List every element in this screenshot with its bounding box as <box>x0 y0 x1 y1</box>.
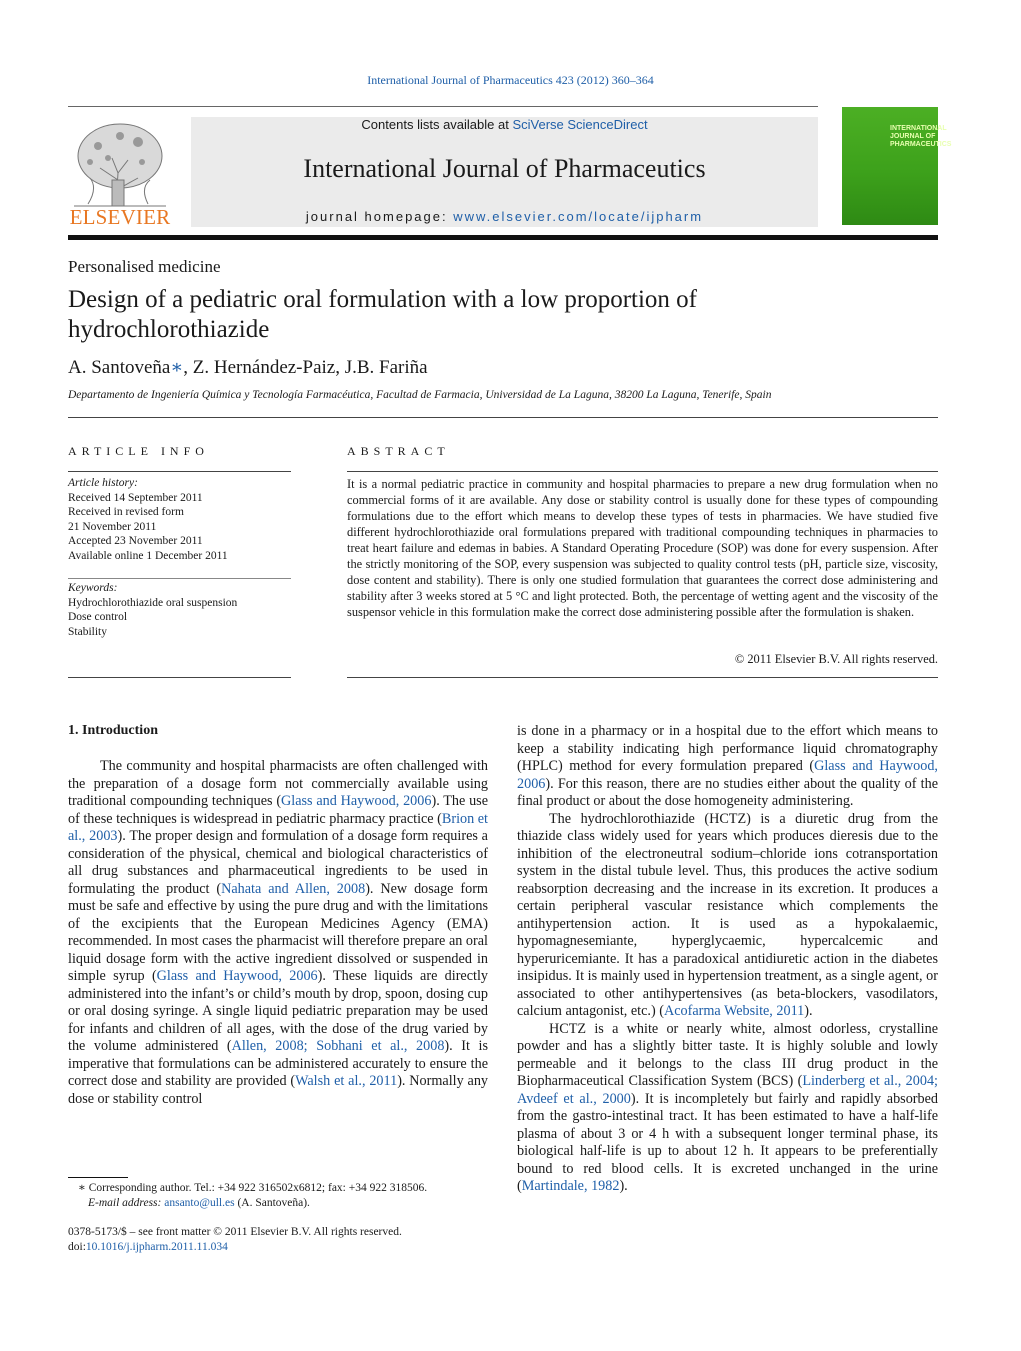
citation-link[interactable]: Glass and Haywood, 2006 <box>281 793 432 809</box>
cover-line: PHARMACEUTICS <box>890 141 952 149</box>
author-list <box>68 356 428 379</box>
doi-link[interactable]: 10.1016/j.ijpharm.2011.11.034 <box>85 1241 228 1253</box>
keyword: Stability <box>68 625 107 638</box>
text-run: ). <box>804 1003 813 1019</box>
footnote-mark: ∗ <box>78 1182 86 1194</box>
text-run: The community and hospital pharmacists are often challenged with the preparation of a dosage form not commercially available using traditional compounding techniques ( <box>68 758 488 809</box>
body-column-left <box>68 758 488 1108</box>
abstract-text: It is a normal pediatric practice in community and hospital pharmacies to prepare a new drug formulation when no commercial forms of it are available. Any dose or stability control is usually done for these types of compounding formulations due to the effort which means to develop these types of tests in pharmacies. We have studied five different hydrochlorothiazide oral formulations prepared with traditional compounding techniques in pharmacies to treat heart failure and edemas in babies. A Standard Operating Procedure (SOP) was done for every suspension. After the strictly monitoring of the SOP, every suspension was subjected to quality control tests (pH, particle size, viscosity, dose content and stability). There is only one studied formulation that guarantees the correct dose administering and stability after 3 weeks stored at 5 °C and light protected. Both, the percentage of wetting agent and the viscosity of the suspensor vehicle in this formulation make the correct dose administering possible after the formulation is shaken. <box>347 477 938 619</box>
article-history <box>68 476 291 563</box>
author-names: , Z. Hernández-Paiz, J.B. Fariña <box>183 357 428 378</box>
section-label: Personalised medicine <box>68 257 221 276</box>
email-link[interactable]: ansanto@ull.es <box>164 1197 235 1209</box>
author-name: A. Santoveña <box>68 357 171 378</box>
footnote <box>68 1181 498 1211</box>
elsevier-wordmark: ELSEVIER <box>69 205 171 229</box>
header-thick-rule <box>68 235 938 240</box>
corresponding-author-mark[interactable]: ∗ <box>170 357 184 378</box>
paragraph <box>517 723 938 811</box>
doi-label: doi: <box>68 1241 86 1253</box>
cover-title <box>890 125 951 149</box>
footnote-rule <box>68 1177 128 1178</box>
text-run: ). For this reason, there are no studies either about the quality of the final product or about the dose homogeneity administering. <box>517 775 938 809</box>
journal-cover-thumbnail[interactable] <box>842 107 952 225</box>
journal-title: International Journal of Pharmaceutics <box>303 154 706 183</box>
keywords-label: Keywords: <box>68 582 118 594</box>
affiliation-rule <box>68 417 938 418</box>
article-info-bottom-rule <box>68 677 291 678</box>
citation-link[interactable]: Walsh et al., 2011 <box>295 1073 398 1089</box>
keyword: Hydrochlorothiazide oral suspension <box>68 596 238 609</box>
contents-line <box>191 117 818 132</box>
paragraph <box>68 758 488 1108</box>
cover-line: INTERNATIONAL JOURNAL OF <box>890 125 947 141</box>
text-run: The hydrochlorothiazide (HCTZ) is a diuretic drug from the thiazide class widely used for years which produces dieresis due to the inhibition of the electroneutral sodium–chloride ions cotransportation system in the distal tubule level. Thus, this produces the active sodium reabsorption decreasing and the increase in its excretion. It produces a certain peripheral vascular resistance which complements the antihypertension action. It is used as a hypokalaemic, hypomagnesemiante, hyperglycaemic, hypercalcemic and hyperuricemiante. It has a paradoxical antidiuretic action in the diabetes insipidus. It is mainly used in hypertension treatment, as a single agent, or associated to other antihypertensives (as beta-blockers, vasodilators, calcium antagonist, etc.) ( <box>517 810 938 1019</box>
abstract-rule <box>347 471 938 472</box>
citation-link[interactable]: Brion et al., 2003 <box>68 810 488 844</box>
sciencedirect-link[interactable]: SciVerse ScienceDirect <box>512 117 648 132</box>
journal-citation[interactable]: International Journal of Pharmaceutics 423 (2012) 360–364 <box>367 73 654 87</box>
article-info-rule <box>68 471 291 472</box>
header-rule <box>68 106 818 107</box>
history-item: Available online 1 December 2011 <box>68 549 228 562</box>
corresponding-author-note: Corresponding author. Tel.: +34 922 316502x6812; fax: +34 922 318506. <box>85 1182 428 1194</box>
text-run: ). It is imperative that formulations can be administered accurately to ensure the correct dose and stability are provided ( <box>68 1038 488 1089</box>
introduction-heading: 1. Introduction <box>68 723 158 738</box>
abstract-bottom-rule <box>347 677 938 678</box>
citation-link[interactable]: Martindale, 1982 <box>521 1178 620 1194</box>
affiliation: Departamento de Ingeniería Química y Tecnología Farmacéutica, Facultad de Farmacia, Universidad de La Laguna, 38200 La Laguna, Tenerife, Spain <box>68 389 772 401</box>
text-run: ). New dosage form must be safe and effective by using the pure drug and with the limitations of the excipients that the European Medicines Agency (EMA) recommended. In most cases the pharmacist will therefore prepare an oral liquid dosage form with the active ingredient dissolved or suspended in simple syrup ( <box>68 880 488 984</box>
text-run: ). The use of these techniques is widespread in pediatric pharmacy practice ( <box>68 793 488 827</box>
contents-prefix: Contents lists available at <box>361 117 513 132</box>
article-info-heading: ARTICLE INFO <box>68 444 209 458</box>
citation-link[interactable]: Linderberg et al., 2004; Avdeef et al., 2000 <box>517 1073 938 1107</box>
history-item: Received 14 September 2011 <box>68 491 203 504</box>
text-run: ). <box>619 1178 628 1194</box>
keywords <box>68 581 291 639</box>
text-run: ). These liquids are directly administered into the infant’s or child’s mouth by drop, spoon, dosing cup or oral dosing syringe. A single liquid pediatric preparation may be used for infants and children of all ages, with the dose of the drug varied by the volume administered ( <box>68 968 488 1054</box>
homepage-prefix: journal homepage: <box>305 209 454 224</box>
citation-link[interactable]: Glass and Haywood, 2006 <box>156 968 318 984</box>
text-run: ). Normally any dose or stability control <box>68 1073 489 1107</box>
keyword: Dose control <box>68 611 128 623</box>
history-item: 21 November 2011 <box>68 520 157 533</box>
text-run: HCTZ is a white or nearly white, almost odorless, crystalline powder and has a slightly bitter taste. It is highly soluble and lowly permeable and it belongs to the class III drug product in the Biopharmaceutical Classification System (BCS) ( <box>517 1020 938 1089</box>
text-run: ). The proper design and formulation of a dosage form requires a consideration of the physical, chemical and biological characteristics of all drug substances and pharmaceutical ingredients to be used in formulating the product ( <box>68 828 488 897</box>
journal-homepage <box>191 209 818 224</box>
paragraph <box>517 811 938 1021</box>
history-label: Article history: <box>68 477 138 489</box>
text-run: ). It is incompletely but fairly and rapidly absorbed from the gastro-intestinal tract. It has been estimated to have a half-life plasma of about 3 or 4 h with a subsequent longer terminal phase, its biological half-life is up to about 12 h. It appears to be preferentially bound to red blood cells. It is excreted unchanged in the urine ( <box>517 1090 938 1194</box>
front-matter <box>68 1225 498 1255</box>
copyright: © 2011 Elsevier B.V. All rights reserved. <box>734 652 938 666</box>
citation-link[interactable]: Glass and Haywood, 2006 <box>517 758 938 792</box>
citation-link[interactable]: Acofarma Website, 2011 <box>663 1003 805 1019</box>
keywords-rule <box>68 578 291 579</box>
history-item: Received in revised form <box>68 506 184 518</box>
abstract-heading: ABSTRACT <box>347 444 450 458</box>
citation-link[interactable]: Nahata and Allen, 2008 <box>221 880 366 897</box>
issn-line: 0378-5173/$ – see front matter © 2011 Elsevier B.V. All rights reserved. <box>68 1226 402 1238</box>
body-column-right <box>517 723 938 1196</box>
citation-link[interactable]: Allen, 2008; Sobhani et al., 2008 <box>231 1038 445 1054</box>
text-run: is done in a pharmacy or in a hospital due to the effort which means to keep a stability indicating high performance liquid chromatography (HPLC) method for every formulation prepared ( <box>517 723 938 774</box>
history-item: Accepted 23 November 2011 <box>68 535 203 547</box>
paragraph <box>517 1021 938 1196</box>
email-suffix: (A. Santoveña). <box>234 1197 310 1209</box>
article-title: Design of a pediatric oral formulation with a low proportion of hydrochlorothiazide <box>68 286 698 343</box>
homepage-link[interactable]: www.elsevier.com/locate/ijpharm <box>453 209 704 224</box>
email-label: E-mail address: <box>88 1197 162 1209</box>
